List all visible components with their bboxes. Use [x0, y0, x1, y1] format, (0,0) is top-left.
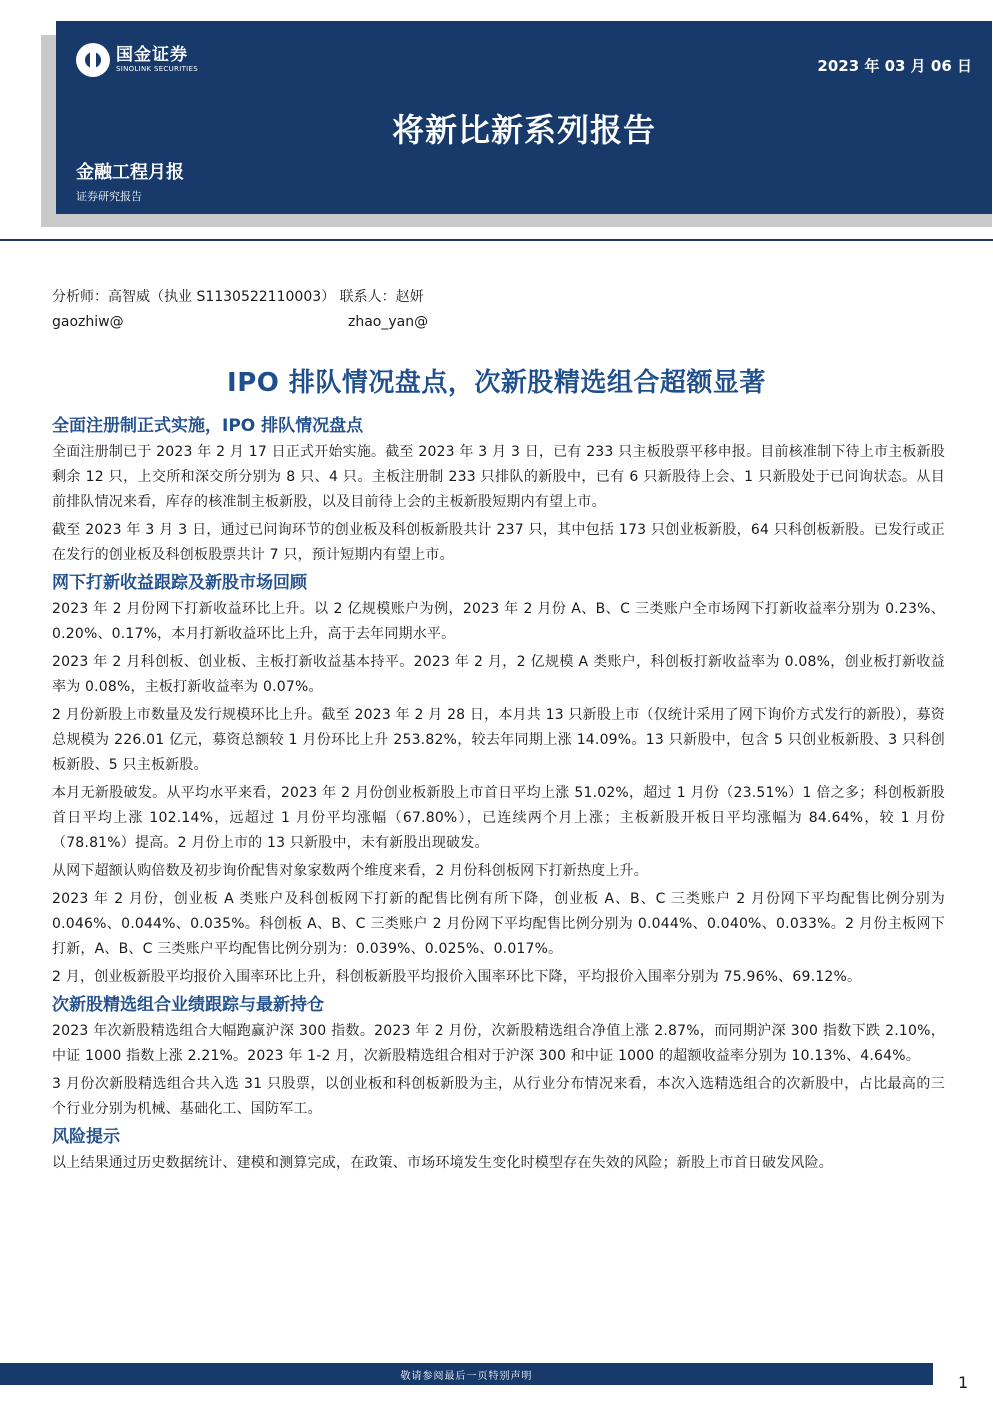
paragraph: 以上结果通过历史数据统计、建模和测算完成，在政策、市场环境发生变化时模型存在失效的风险；新股上市首日破发风险。	[52, 1155, 833, 1171]
footer-disclaimer-note: 敬请参阅最后一页特别声明	[400, 1371, 533, 1382]
section-title: 全面注册制正式实施，IPO 排队情况盘点	[52, 416, 364, 436]
paragraph: 2023 年 2 月份，创业板 A 类账户及科创板网下打新的配售比例有所下降，创业板 A、B、C 三类账户 2 月份网下平均配售比例分别为 0.046%、0.044%、0.035%。科创板 A、B、C 三类账户 2 月份网下平均配售比例分别为 0.044%、0.040%、0.033%。2 月份主板网下打新，A、B、C 三类账户平均配售比例分别为：0.039%、0.025%、0.017%。	[52, 891, 945, 957]
paragraph: 全面注册制已于 2023 年 2 月 17 日正式开始实施。截至 2023 年 3 月 3 日，已有 233 只主板股票平移申报。目前核准制下待上市主板新股剩余 12 只，上交所和深交所分别为 8 只、4 只。主板注册制 233 只排队的新股中，已有 6 只新股待上会、1 只新股处于已问询状态。从目前排队情况来看，库存的核准制主板新股，以及目前待上会的主板新股短期内有望上市。	[52, 444, 945, 510]
paragraph: 3 月份次新股精选组合共入选 31 只股票，以创业板和科创板新股为主，从行业分布情况来看，本次入选精选组合的次新股中，占比最高的三个行业分别为机械、基础化工、国防军工。	[52, 1076, 945, 1117]
paragraph: 2 月，创业板新股平均报价入围率环比上升，科创板新股平均报价入围率环比下降，平均报价入围率分别为 75.96%、69.12%。	[52, 969, 862, 985]
logo-cn-text: 国金证券	[116, 45, 188, 65]
paragraph: 2023 年 2 月份网下打新收益环比上升。以 2 亿规模账户为例，2023 年 2 月份 A、B、C 三类账户全市场网下打新收益率分别为 0.23%、0.20%、0.17%，本月打新收益环比上升，高于去年同期水平。	[52, 601, 945, 642]
paragraph: 从网下超额认购倍数及初步询价配售对象家数两个维度来看，2 月份科创板网下打新热度上升。	[52, 863, 648, 879]
paragraph: 2023 年 2 月科创板、创业板、主板打新收益基本持平。2023 年 2 月，2 亿规模 A 类账户，科创板打新收益率为 0.08%，创业板打新收益率为 0.08%，主板打新收益率为 0.07%。	[52, 654, 945, 695]
report-summary	[52, 412, 945, 1179]
paragraph: 2 月份新股上市数量及发行规模环比上升。截至 2023 年 2 月 28 日，本月共 13 只新股上市（仅统计采用了网下询价方式发行的新股），募资总规模为 226.01 亿元，募资总额较 1 月份环比上升 253.82%，较去年同期上涨 14.09%。13 只新股中，包含 5 只创业板新股、3 只科创板新股、5 只主板新股。	[52, 707, 945, 773]
report-type: 金融工程月报	[76, 162, 184, 183]
sinolink-logo-icon	[76, 43, 110, 77]
report-date: 2023 年 03 月 06 日	[817, 57, 972, 75]
paragraph: 截至 2023 年 3 月 3 日，通过已问询环节的创业板及科创板新股共计 237 只，其中包括 173 只创业板新股，64 只科创板新股。已发行或正在发行的创业板及科创板股票共计 7 只，预计短期内有望上市。	[52, 522, 945, 563]
logo-en-text: SINOLINK SECURITIES	[116, 65, 198, 73]
paragraph: 本月无新股破发。从平均水平来看，2023 年 2 月份创业板新股上市首日平均上涨 51.02%，超过 1 月份（23.51%）1 倍之多；科创板新股首日平均上涨 102.14%，远超过 1 月份平均涨幅（67.80%），已连续两个月上涨；主板新股开板日平均涨幅为 84.64%，较 1 月份（78.81%）提高。2 月份上市的 13 只新股中，未有新股出现破发。	[52, 785, 945, 851]
page-number: 1	[958, 1373, 969, 1392]
report-header	[56, 21, 992, 214]
header-divider	[0, 239, 993, 241]
section-title: 网下打新收益跟踪及新股市场回顾	[52, 573, 307, 593]
paragraph: 2023 年次新股精选组合大幅跑赢沪深 300 指数。2023 年 2 月份，次新股精选组合净值上涨 2.87%，而同期沪深 300 指数下跌 2.10%，中证 1000 指数上涨 2.21%。2023 年 1-2 月，次新股精选组合相对于沪深 300 和中证 1000 的超额收益率分别为 10.13%、4.64%。	[52, 1023, 945, 1064]
contact-email[interactable]: zhao_yan@	[348, 314, 429, 330]
section-title: 次新股精选组合业绩跟踪与最新持仓	[52, 995, 324, 1015]
main-title: IPO 排队情况盘点，次新股精选组合超额显著	[227, 368, 766, 398]
report-category: 证券研究报告	[76, 190, 142, 203]
analyst-line: 分析师：高智威（执业 S1130522110003） 联系人：赵妍	[52, 289, 424, 305]
analyst-email[interactable]: gaozhiw@	[52, 314, 124, 330]
series-title: 将新比新系列报告	[391, 111, 656, 149]
section-title: 风险提示	[52, 1127, 120, 1147]
analyst-emails	[52, 314, 652, 330]
company-logo	[76, 43, 198, 77]
